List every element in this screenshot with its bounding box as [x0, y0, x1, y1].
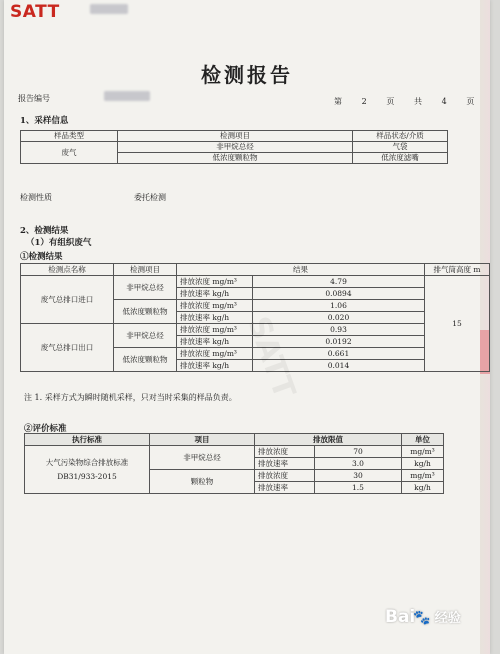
sampling-note: 注 1. 采样方式为瞬时随机采样，只对当时采集的样品负责。	[24, 393, 237, 402]
header-limit: 排放限值	[255, 434, 402, 446]
results-label: ①检测结果	[20, 252, 63, 262]
paw-icon: 🐾	[413, 610, 431, 626]
section-results-title: 2、检测结果	[20, 226, 69, 236]
param-cell: 排放浓度 mg/m³	[177, 324, 253, 336]
header-sample-type: 样品类型	[21, 131, 118, 142]
page-info: 第 2 页 共 4 页	[334, 97, 475, 106]
unit-cell: kg/h	[402, 458, 444, 470]
value-cell: 1.06	[253, 300, 425, 312]
section-sampling-title: 1、采样信息	[20, 116, 69, 126]
test-item-cell: 非甲烷总烃	[118, 142, 353, 153]
param-cell: 排放速率	[255, 458, 315, 470]
param-cell: 排放浓度 mg/m³	[177, 348, 253, 360]
company-logo: SATT	[10, 2, 60, 22]
report-title: 检测报告	[201, 63, 293, 87]
brand-name: Bai	[385, 607, 416, 627]
satt-watermark: SATT	[240, 311, 302, 404]
stack-height-cell: 15	[424, 276, 489, 372]
header-point: 检测点名称	[21, 264, 114, 276]
sample-type-cell: 废气	[21, 142, 118, 164]
limit-cell: 30	[315, 470, 402, 482]
limit-cell: 3.0	[315, 458, 402, 470]
standards-table	[24, 433, 444, 494]
item-cell: 非甲烷总烃	[114, 276, 177, 300]
param-cell: 排放速率 kg/h	[177, 336, 253, 348]
header-item: 检测项目	[114, 264, 177, 276]
value-cell: 4.79	[253, 276, 425, 288]
header-unit: 单位	[402, 434, 444, 446]
table-header-row	[21, 264, 490, 276]
param-cell: 排放速率	[255, 482, 315, 494]
table-header-row	[21, 131, 448, 142]
sampling-info-table	[20, 130, 448, 164]
limit-cell: 1.5	[315, 482, 402, 494]
item-cell: 非甲烷总烃	[150, 446, 255, 470]
table-row	[21, 142, 448, 153]
table-header-row	[25, 434, 444, 446]
value-cell: 0.93	[253, 324, 425, 336]
param-cell: 排放速率 kg/h	[177, 288, 253, 300]
section-results-subtitle: （1）有组织废气	[26, 238, 92, 248]
param-cell: 排放浓度 mg/m³	[177, 276, 253, 288]
header-sample-state: 样品状态/介质	[353, 131, 448, 142]
brand-suffix: 经验	[434, 611, 461, 626]
point-name-cell: 废气总排口进口	[21, 276, 114, 324]
item-cell: 低浓度颗粒物	[114, 300, 177, 324]
test-item-cell: 低浓度颗粒物	[118, 153, 353, 164]
sample-state-cell: 低浓度滤嘴	[353, 153, 448, 164]
point-name-cell: 废气总排口出口	[21, 324, 114, 372]
param-cell: 排放速率 kg/h	[177, 360, 253, 372]
param-cell: 排放速率 kg/h	[177, 312, 253, 324]
item-cell: 颗粒物	[150, 470, 255, 494]
standard-name-cell	[25, 446, 150, 494]
limit-cell: 70	[315, 446, 402, 458]
standard-code: DB31/933-2015	[57, 471, 117, 481]
header-stack-height: 排气筒高度 m	[424, 264, 489, 276]
redacted-report-number	[104, 91, 150, 101]
sample-state-cell: 气袋	[353, 142, 448, 153]
unit-cell: mg/m³	[402, 446, 444, 458]
report-number-label: 报告编号	[18, 94, 50, 103]
test-nature-value: 委托检测	[134, 193, 166, 202]
value-cell: 0.661	[253, 348, 425, 360]
test-nature-label: 检测性质	[20, 193, 52, 202]
standard-name: 大气污染物综合排放标准	[45, 457, 129, 467]
baidu-jingyan-watermark	[385, 607, 461, 627]
item-cell: 低浓度颗粒物	[114, 348, 177, 372]
param-cell: 排放浓度	[255, 470, 315, 482]
table-row	[21, 276, 490, 288]
param-cell: 排放浓度	[255, 446, 315, 458]
header-result: 结果	[177, 264, 425, 276]
value-cell: 0.0192	[253, 336, 425, 348]
header-standard: 执行标准	[25, 434, 150, 446]
report-page	[4, 0, 490, 654]
value-cell: 0.0894	[253, 288, 425, 300]
header-test-item: 检测项目	[118, 131, 353, 142]
param-cell: 排放浓度 mg/m³	[177, 300, 253, 312]
unit-cell: mg/m³	[402, 470, 444, 482]
standards-label: ②评价标准	[24, 424, 67, 434]
item-cell: 非甲烷总烃	[114, 324, 177, 348]
redacted-logo-text	[90, 4, 128, 14]
value-cell: 0.020	[253, 312, 425, 324]
table-row	[25, 446, 444, 458]
unit-cell: kg/h	[402, 482, 444, 494]
header-project: 项目	[150, 434, 255, 446]
value-cell: 0.014	[253, 360, 425, 372]
